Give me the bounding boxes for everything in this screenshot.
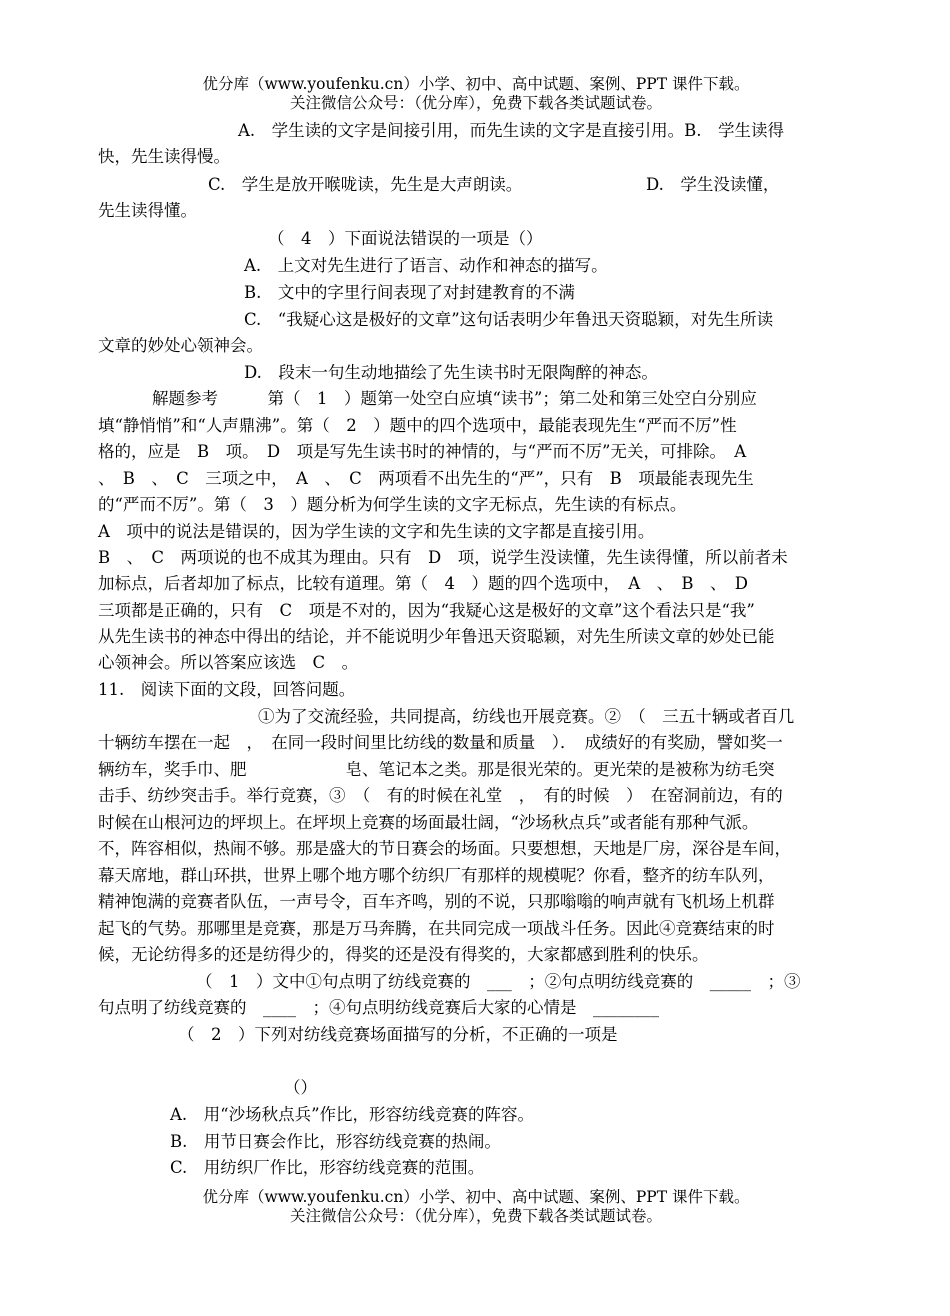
subquestion-1-line-2: 句点明了纺线竞赛的 ____ ；④句点明纺线竞赛后大家的心情是 ________ <box>98 998 659 1017</box>
answer-line-10: 从先生读书的神态中得出的结论，并不能说明少年鲁迅天资聪颖，对先生所读文章的妙处已能 <box>98 627 775 646</box>
q3-option-c-d: C. 学生是放开喉咙读，先生是大声朗读。 D. 学生没读懂， <box>208 175 780 194</box>
answer-line-6: A 项中的说法是错误的，因为学生读的文字和先生读的文字都是直接引用。 <box>98 522 655 541</box>
footer-line-1: 优分库（www.youfenku.cn）小学、初中、高中试题、案例、PPT 课件下载。 <box>202 1188 750 1206</box>
q11-title: 11. 阅读下面的文段，回答问题。 <box>98 680 356 699</box>
q4-option-c-line1: C. “我疑心这是极好的文章”这句话表明少年鲁迅天资聪颖，对先生所读 <box>244 310 774 329</box>
passage-line-5: 时候在山根河边的坪坝上。在坪坝上竞赛的场面最壮阔，“沙场秋点兵”或者能有那种气派。 <box>98 813 759 832</box>
q4-option-a: A. 上文对先生进行了语言、动作和神态的描写。 <box>244 256 608 275</box>
answer-line-1: 解题参考 第（ 1 ）题第一处空白应填“读书”；第二处和第三处空白分别应 <box>152 389 757 408</box>
header-line-1: 优分库（www.youfenku.cn）小学、初中、高中试题、案例、PPT 课件下载。 <box>202 75 750 93</box>
q4-option-b: B. 文中的字里行间表现了对封建教育的不满 <box>244 283 575 302</box>
q4-stem: （ 4 ）下面说法错误的一项是（） <box>268 229 543 248</box>
answer-line-7: B 、 C 两项说的也不成其为理由。只有 D 项，说学生没读懂，先生读得懂，所以前者未 <box>98 548 788 567</box>
answer-line-5: 的“严而不厉”。第（ 3 ）题分析为何学生读的文字无标点，先生读的有标点。 <box>98 495 687 514</box>
subquestion-2-option-a: A. 用“沙场秋点兵”作比，形容纺线竞赛的阵容。 <box>170 1105 535 1124</box>
answer-parentheses: （） <box>284 1078 317 1097</box>
answer-line-9: 三项都是正确的，只有 C 项是不对的，因为“我疑心这是极好的文章”这个看法只是“我” <box>98 601 755 620</box>
passage-line-7: 幕天席地，群山环拱，世界上哪个地方哪个纺织厂有那样的规模呢？你看，整齐的纺车队列， <box>98 866 775 885</box>
passage-line-2: 十辆纺车摆在一起 ， 在同一段时间里比纺线的数量和质量 ）． 成绩好的有奖励，譬如奖一 <box>98 733 783 752</box>
passage-line-1: ①为了交流经验，共同提高，纺线也开展竞赛。② （ 三五十辆或者百几 <box>258 707 795 726</box>
passage-line-9: 起飞的气势。那哪里是竞赛，那是万马奔腾，在共同完成一项战斗任务。因此④竞赛结束的时 <box>98 919 775 938</box>
passage-line-3: 辆纺车，奖手巾、肥 皂、笔记本之类。那是很光荣的。更光荣的是被称为纺毛突 <box>98 760 775 779</box>
passage-line-4: 击手、纺纱突击手。举行竞赛，③ （ 有的时候在礼堂 ， 有的时候 ） 在窑洞前边，有的 <box>98 786 783 805</box>
q3-option-d-cont: 先生读得懂。 <box>98 201 197 220</box>
passage-line-6: 不，阵容相似，热闹不够。那是盛大的节日赛会的场面。只要想想，天地是厂房，深谷是车间， <box>98 839 791 858</box>
header-line-2: 关注微信公众号：（优分库），免费下载各类试题试卷。 <box>289 94 662 112</box>
answer-line-3: 格的，应是 B 项。 D 项是写先生读书时的神情的，与“严而不厉”无关，可排除。 A <box>98 442 747 461</box>
answer-line-4: 、 B 、 C 三项之中， A 、 C 两项看不出先生的“严”，只有 B 项最能表现先生 <box>98 469 754 488</box>
answer-line-2: 填“静悄悄”和“人声鼎沸”。第（ 2 ）题中的四个选项中，最能表现先生“严而不厉”性 <box>98 416 737 435</box>
subquestion-1-line-1: （ 1 ）文中①句点明了纺线竞赛的 ___ ；②句点明纺线竞赛的 _____ ；③ <box>196 972 801 991</box>
answer-line-11: 心领神会。所以答案应该选 C 。 <box>98 653 359 672</box>
passage-line-10: 候，无论纺得多的还是纺得少的，得奖的还是没有得奖的，大家都感到胜利的快乐。 <box>98 945 709 964</box>
footer-line-2: 关注微信公众号：（优分库），免费下载各类试题试卷。 <box>289 1207 662 1225</box>
q3-option-b-cont: 快，先生读得慢。 <box>98 147 230 166</box>
q3-option-a-b: A. 学生读的文字是间接引用，而先生读的文字是直接引用。B. 学生读得 <box>238 121 785 140</box>
q4-option-c-line2: 文章的妙处心领神会。 <box>98 336 263 355</box>
subquestion-2-option-c: C. 用纺织厂作比，形容纺线竞赛的范围。 <box>170 1158 485 1177</box>
passage-line-8: 精神饱满的竞赛者队伍，一声号令，百车齐鸣，别的不说，只那嗡嗡的响声就有飞机场上机群 <box>98 892 775 911</box>
q4-option-d: D. 段末一句生动地描绘了先生读书时无限陶醉的神态。 <box>244 363 658 382</box>
subquestion-2-stem: （ 2 ）下列对纺线竞赛场面描写的分析，不正确的一项是 <box>178 1025 618 1044</box>
subquestion-2-option-b: B. 用节日赛会作比，形容纺线竞赛的热闹。 <box>170 1132 501 1151</box>
answer-line-8: 加标点，后者却加了标点，比较有道理。第（ 4 ）题的四个选项中， A 、 B 、 D <box>98 574 749 593</box>
